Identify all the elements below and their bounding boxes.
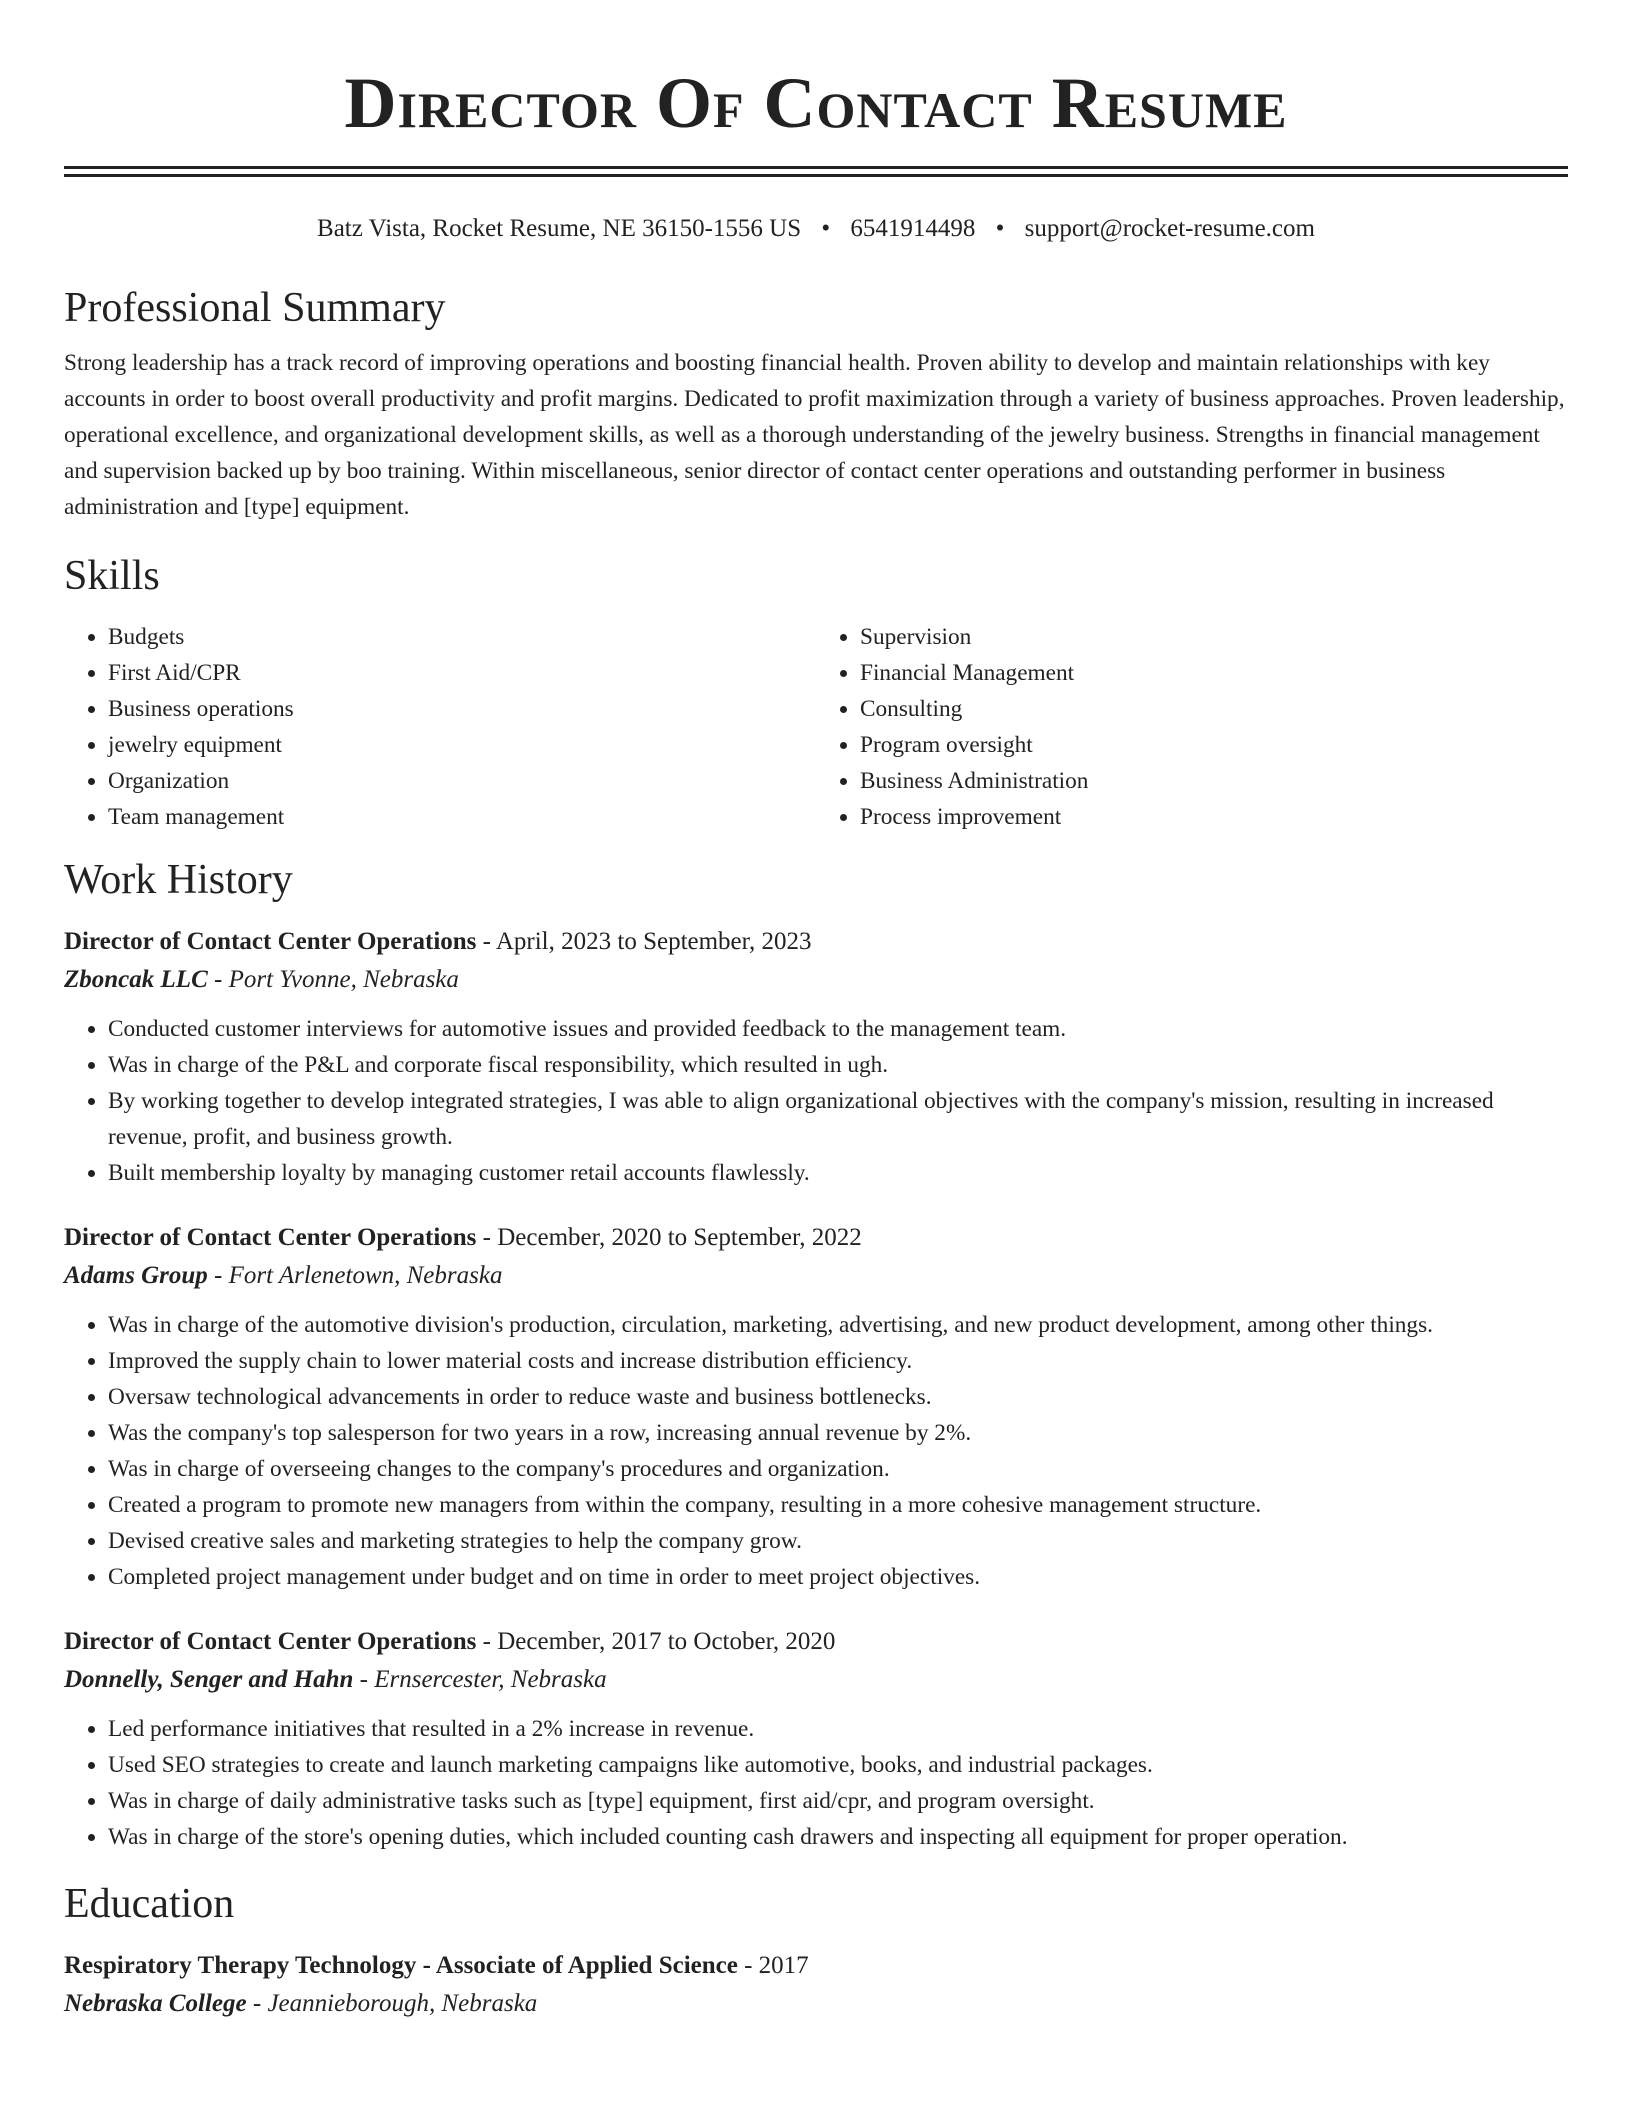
contact-address: Batz Vista, Rocket Resume, NE 36150-1556 US xyxy=(317,215,802,242)
skill-item: • First Aid/CPR xyxy=(108,655,816,691)
job-entry xyxy=(64,923,1568,1191)
job-bullet: • Completed project management under budget and on time in order to meet project objectives. xyxy=(108,1559,1568,1595)
skill-item: • Organization xyxy=(108,763,816,799)
education-heading: Education xyxy=(64,1881,235,1927)
job-dates: - December, 2020 to September, 2022 xyxy=(476,1224,862,1251)
education-degree: Respiratory Therapy Technology - Associate of Applied Science xyxy=(64,1952,738,1979)
skill-item: • Business Administration xyxy=(860,763,1568,799)
skill-item: • Budgets xyxy=(108,619,816,655)
education-entry xyxy=(64,1947,1568,2023)
education-header xyxy=(64,1947,1568,1985)
job-bullets xyxy=(64,1307,1568,1595)
skill-item: • Consulting xyxy=(860,691,1568,727)
job-bullets xyxy=(64,1711,1568,1855)
education-section xyxy=(64,1879,1568,2023)
skill-item: • Supervision xyxy=(860,619,1568,655)
contact-email: support@rocket-resume.com xyxy=(1024,215,1315,242)
job-entry xyxy=(64,1623,1568,1855)
skill-item: • Team management xyxy=(108,799,816,835)
job-employer xyxy=(64,961,1568,999)
education-location: - Jeannieborough, Nebraska xyxy=(246,1990,538,2017)
work-history-heading: Work History xyxy=(64,857,293,903)
job-company: Adams Group xyxy=(64,1262,208,1289)
job-title: Director of Contact Center Operations xyxy=(64,1628,477,1655)
job-bullet: • Used SEO strategies to create and launch marketing campaigns like automotive, books, and industrial packages. xyxy=(108,1747,1568,1783)
title-divider-bottom xyxy=(64,174,1568,177)
skills-list-right xyxy=(816,619,1568,835)
job-bullet: • Was in charge of daily administrative tasks such as [type] equipment, first aid/cpr, and program oversight. xyxy=(108,1783,1568,1819)
job-header xyxy=(64,923,1568,961)
job-bullet: • Was in charge of the P&L and corporate fiscal responsibility, which resulted in ugh. xyxy=(108,1047,1568,1083)
job-bullet: • Was in charge of the store's opening duties, which included counting cash drawers and inspecting all equipment for proper operation. xyxy=(108,1819,1568,1855)
title-divider-top xyxy=(64,166,1568,169)
job-bullet: • Conducted customer interviews for automotive issues and provided feedback to the management team. xyxy=(108,1011,1568,1047)
job-bullet: • Led performance initiatives that resulted in a 2% increase in revenue. xyxy=(108,1711,1568,1747)
job-location: - Ernsercester, Nebraska xyxy=(353,1666,607,1693)
job-bullet: • Created a program to promote new managers from within the company, resulting in a more cohesive management structure. xyxy=(108,1487,1568,1523)
job-location: - Port Yvonne, Nebraska xyxy=(207,966,459,993)
job-bullet: • Devised creative sales and marketing strategies to help the company grow. xyxy=(108,1523,1568,1559)
summary-text: Strong leadership has a track record of improving operations and boosting financial health. Proven ability to develop and maintain relationships with key accounts in order to boost overall productivity and profit margins. Dedicated to profit maximization through a variety of business approaches. Proven leadership, operational excellence, and organizational development skills, as well as a thorough understanding of the jewelry business. Strengths in financial management and supervision backed up by boo training. Within miscellaneous, senior director of contact center operations and outstanding performer in business administration and [type] equipment. xyxy=(64,350,1565,520)
job-employer xyxy=(64,1257,1568,1295)
job-bullet: • Was the company's top salesperson for two years in a row, increasing annual revenue by 2%. xyxy=(108,1415,1568,1451)
job-company: Zboncak LLC xyxy=(64,966,208,993)
contact-separator: • xyxy=(821,215,831,242)
education-institution xyxy=(64,1985,1568,2023)
job-company: Donnelly, Senger and Hahn xyxy=(64,1666,354,1693)
job-bullet: • Was in charge of overseeing changes to the company's procedures and organization. xyxy=(108,1451,1568,1487)
job-bullets xyxy=(64,1011,1568,1191)
job-bullet: • Built membership loyalty by managing customer retail accounts flawlessly. xyxy=(108,1155,1568,1191)
skill-item: • Business operations xyxy=(108,691,816,727)
contact-phone: 6541914498 xyxy=(850,215,976,242)
job-entry xyxy=(64,1219,1568,1595)
job-location: - Fort Arlenetown, Nebraska xyxy=(207,1262,503,1289)
skills-heading: Skills xyxy=(64,553,160,599)
education-year: - 2017 xyxy=(737,1952,809,1979)
skill-item: • jewelry equipment xyxy=(108,727,816,763)
skills-columns xyxy=(64,619,1568,835)
job-bullet: • Improved the supply chain to lower material costs and increase distribution efficiency. xyxy=(108,1343,1568,1379)
job-header xyxy=(64,1623,1568,1661)
summary-heading: Professional Summary xyxy=(64,285,446,331)
job-employer xyxy=(64,1661,1568,1699)
job-title: Director of Contact Center Operations xyxy=(64,928,477,955)
job-header xyxy=(64,1219,1568,1257)
resume-title: Director Of Contact Resume xyxy=(344,63,1288,143)
contact-separator: • xyxy=(995,215,1005,242)
work-history-section xyxy=(64,855,1568,1855)
skill-item: • Financial Management xyxy=(860,655,1568,691)
contact-line xyxy=(64,213,1568,245)
job-bullet: • Was in charge of the automotive division's production, circulation, marketing, advertising, and new product development, among other things. xyxy=(108,1307,1568,1343)
job-dates: - April, 2023 to September, 2023 xyxy=(476,928,812,955)
skill-item: • Process improvement xyxy=(860,799,1568,835)
education-school: Nebraska College xyxy=(64,1990,247,2017)
job-bullet: • By working together to develop integrated strategies, I was able to align organizational objectives with the company's mission, resulting in increased revenue, profit, and business growth. xyxy=(108,1083,1568,1155)
job-dates: - December, 2017 to October, 2020 xyxy=(476,1628,836,1655)
skills-section xyxy=(64,551,1568,835)
job-bullet: • Oversaw technological advancements in order to reduce waste and business bottlenecks. xyxy=(108,1379,1568,1415)
skill-item: • Program oversight xyxy=(860,727,1568,763)
job-title: Director of Contact Center Operations xyxy=(64,1224,477,1251)
skills-list-left xyxy=(64,619,816,835)
summary-section xyxy=(64,283,1568,525)
